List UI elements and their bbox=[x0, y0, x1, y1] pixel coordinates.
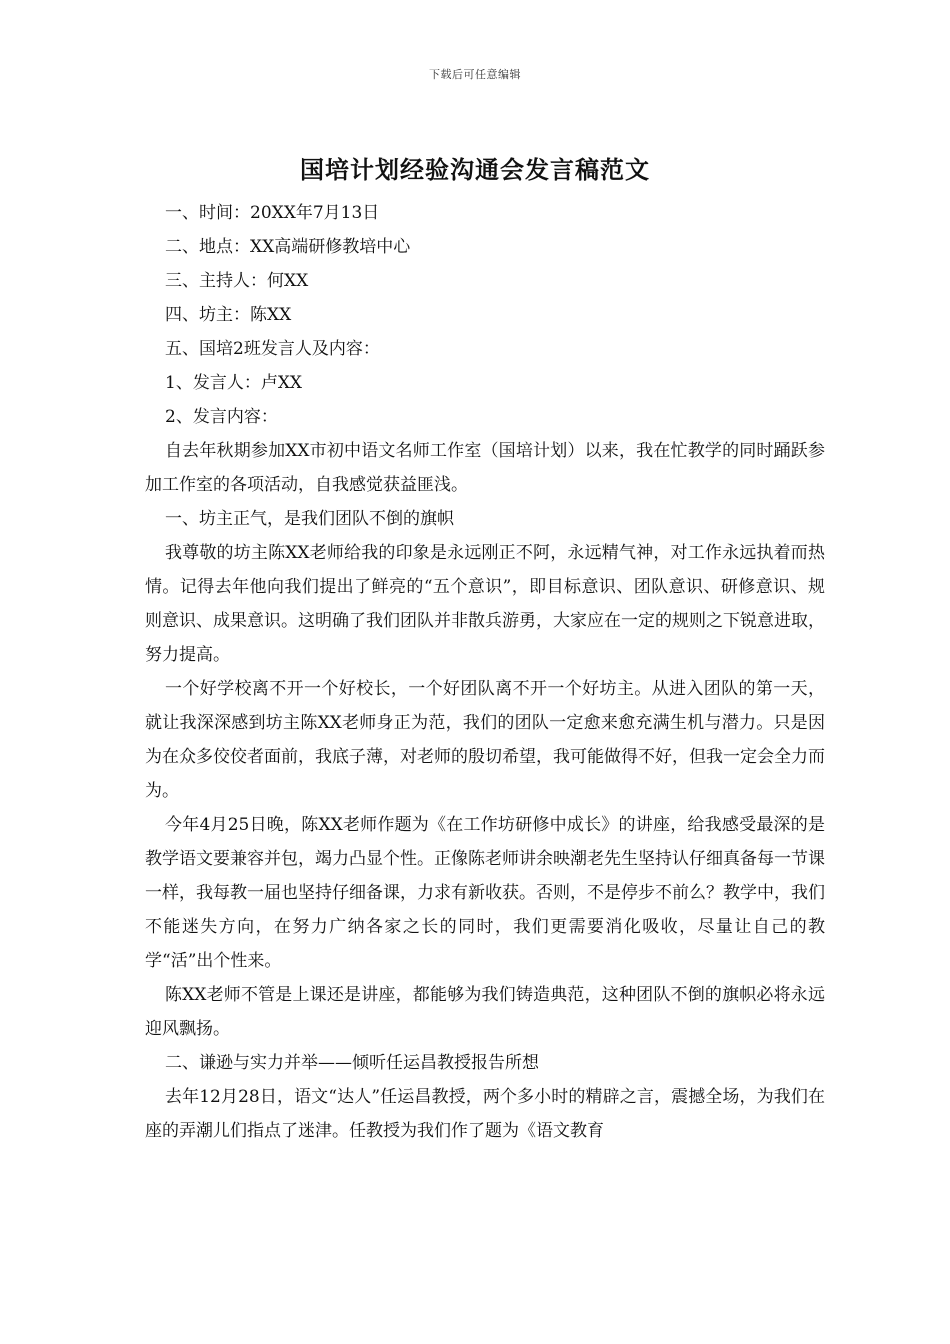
section-1-paragraph-3: 今年4月25日晚，陈XX老师作题为《在工作坊研修中成长》的讲座，给我感受最深的是教学语文要兼容并包，竭力凸显个性。正像陈老师讲余映潮老先生坚持认仔细真备每一节课一样，我每教一届也坚持仔细备课，力求有新收获。否则，不是停步不前么？教学中，我们不能迷失方向，在努力广纳各家之长的同时，我们更需要消化吸收，尽量让自己的教学“活”出个性来。 bbox=[145, 815, 825, 971]
info-host: 三、主持人：何XX bbox=[165, 271, 309, 291]
info-time: 一、时间：20XX年7月13日 bbox=[165, 203, 380, 223]
section-1-heading: 一、坊主正气，是我们团队不倒的旗帜 bbox=[165, 509, 454, 529]
info-speakers-heading: 五、国培2班发言人及内容： bbox=[165, 339, 380, 359]
download-note: 下载后可任意编辑 bbox=[429, 68, 521, 81]
section-1-paragraph-2: 一个好学校离不开一个好校长，一个好团队离不开一个好坊主。从进入团队的第一天，就让我深深感到坊主陈XX老师身正为范，我们的团队一定愈来愈充满生机与潜力。只是因为在众多佼佼者面前，我底子薄，对老师的殷切希望，我可能做得不好，但我一定会全力而为。 bbox=[145, 679, 825, 801]
intro-paragraph: 自去年秋期参加XX市初中语文名师工作室（国培计划）以来，我在忙教学的同时踊跃参加工作室的各项活动，自我感觉获益匪浅。 bbox=[145, 441, 825, 495]
section-2-paragraph-1: 去年12月28日，语文“达人”任运昌教授，两个多小时的精辟之言，震撼全场，为我们在座的弄潮儿们指点了迷津。任教授为我们作了题为《语文教育 bbox=[145, 1087, 825, 1141]
section-1-paragraph-4: 陈XX老师不管是上课还是讲座，都能够为我们铸造典范，这种团队不倒的旗帜必将永远迎风飘扬。 bbox=[145, 985, 825, 1039]
info-location: 二、地点：XX高端研修教培中心 bbox=[165, 237, 411, 257]
document-title: 国培计划经验沟通会发言稿范文 bbox=[300, 155, 650, 184]
info-speaker: 1、发言人：卢XX bbox=[165, 373, 303, 393]
info-owner: 四、坊主：陈XX bbox=[165, 305, 292, 325]
document-body bbox=[145, 196, 825, 1148]
section-2-heading: 二、谦逊与实力并举——倾听任运昌教授报告所想 bbox=[165, 1053, 539, 1073]
section-1-paragraph-1: 我尊敬的坊主陈XX老师给我的印象是永远刚正不阿，永远精气神，对工作永远执着而热情。记得去年他向我们提出了鲜亮的“五个意识”，即目标意识、团队意识、研修意识、规则意识、成果意识。这明确了我们团队并非散兵游勇，大家应在一定的规则之下锐意进取，努力提高。 bbox=[145, 543, 825, 665]
info-content-label: 2、发言内容： bbox=[165, 407, 278, 427]
